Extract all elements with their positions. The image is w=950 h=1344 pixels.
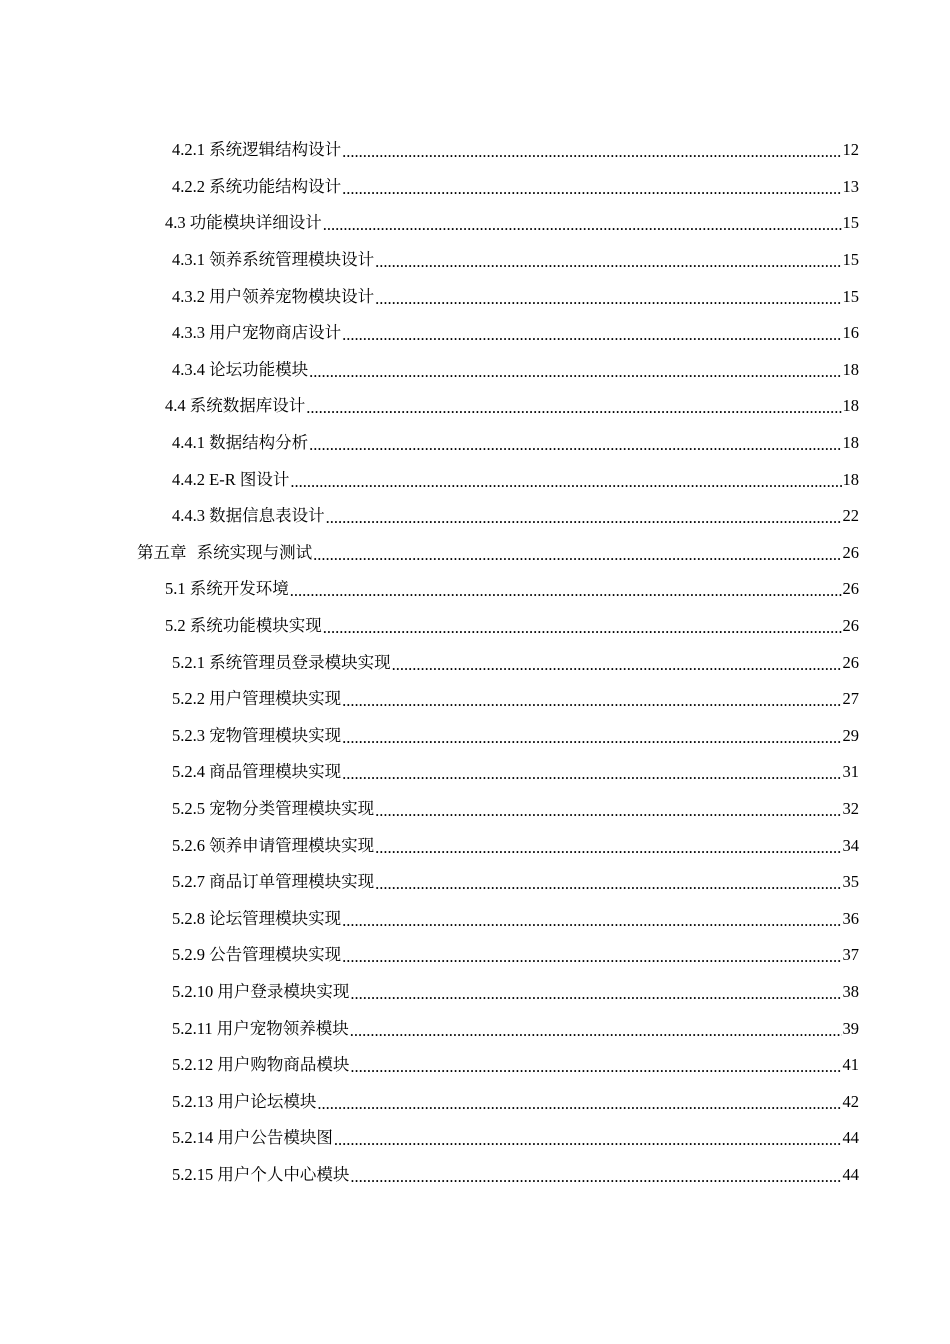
toc-dot-leader	[350, 1021, 842, 1041]
table-of-contents	[0, 132, 950, 1193]
toc-entry-title: 4.3.2 用户领养宠物模块设计	[172, 286, 375, 306]
toc-entry-title: 5.2.6 领养申请管理模块实现	[172, 835, 375, 855]
toc-page-number: 18	[842, 359, 859, 379]
toc-entry[interactable]	[0, 864, 950, 901]
toc-entry[interactable]	[0, 1120, 950, 1157]
toc-entry[interactable]	[0, 1047, 950, 1084]
toc-entry-title: 5.2.5 宠物分类管理模块实现	[172, 798, 375, 818]
toc-page-number: 22	[842, 506, 859, 526]
toc-page-number: 18	[842, 469, 859, 489]
toc-dot-leader	[342, 728, 841, 748]
toc-dot-leader	[309, 435, 841, 455]
toc-page-number: 44	[842, 1164, 859, 1184]
toc-dot-leader	[375, 252, 841, 272]
toc-dot-leader	[323, 618, 842, 638]
toc-page-number: 44	[842, 1128, 859, 1148]
toc-dot-leader	[342, 947, 841, 967]
toc-dot-leader	[342, 691, 841, 711]
toc-entry[interactable]	[0, 1157, 950, 1194]
toc-dot-leader	[290, 472, 841, 492]
toc-page-number: 18	[842, 396, 859, 416]
toc-entry[interactable]	[0, 937, 950, 974]
toc-entry[interactable]	[0, 974, 950, 1011]
toc-entry[interactable]	[0, 242, 950, 279]
toc-entry-title: 5.2.13 用户论坛模块	[172, 1091, 317, 1111]
toc-page-number: 26	[842, 652, 859, 672]
toc-page-number: 35	[842, 872, 859, 892]
toc-page-number: 42	[842, 1091, 859, 1111]
toc-page-number: 41	[842, 1055, 859, 1075]
toc-dot-leader	[290, 581, 842, 601]
toc-entry[interactable]	[0, 681, 950, 718]
toc-dot-leader	[392, 655, 842, 675]
toc-page-number: 15	[842, 250, 859, 270]
toc-entry-title: 4.4.1 数据结构分析	[172, 433, 309, 453]
toc-dot-leader	[350, 1057, 841, 1077]
toc-entry-title: 5.2.15 用户个人中心模块	[172, 1164, 350, 1184]
toc-entry-title: 4.4 系统数据库设计	[165, 396, 306, 416]
toc-entry[interactable]	[0, 132, 950, 169]
toc-entry[interactable]	[0, 169, 950, 206]
toc-dot-leader	[317, 1094, 841, 1114]
toc-dot-leader	[334, 1130, 842, 1150]
toc-entry-title: 5.2.11 用户宠物领养模块	[172, 1018, 349, 1038]
toc-entry-title: 5.2.3 宠物管理模块实现	[172, 725, 342, 745]
toc-page-number: 26	[842, 616, 859, 636]
toc-page-number: 12	[842, 140, 859, 160]
toc-entry-title: 5.2.1 系统管理员登录模块实现	[172, 652, 391, 672]
toc-entry[interactable]	[0, 608, 950, 645]
toc-dot-leader	[309, 362, 841, 382]
toc-entry[interactable]	[0, 1083, 950, 1120]
toc-entry[interactable]	[0, 754, 950, 791]
toc-entry[interactable]	[0, 644, 950, 681]
toc-page-number: 15	[842, 213, 859, 233]
toc-page-number: 37	[842, 945, 859, 965]
toc-entry-title: 5.2.2 用户管理模块实现	[172, 689, 342, 709]
toc-entry-title: 4.4.3 数据信息表设计	[172, 506, 325, 526]
toc-dot-leader	[342, 325, 841, 345]
toc-page-number: 26	[842, 579, 859, 599]
toc-entry[interactable]	[0, 461, 950, 498]
toc-entry-title: 4.3 功能模块详细设计	[165, 213, 322, 233]
toc-entry[interactable]	[0, 900, 950, 937]
toc-page-number: 18	[842, 433, 859, 453]
toc-entry[interactable]	[0, 388, 950, 425]
toc-entry-title: 4.3.3 用户宠物商店设计	[172, 323, 342, 343]
toc-entry[interactable]	[0, 1010, 950, 1047]
toc-dot-leader	[375, 801, 841, 821]
toc-entry-title: 5.2.4 商品管理模块实现	[172, 762, 342, 782]
toc-page-number: 31	[842, 762, 859, 782]
toc-entry[interactable]	[0, 791, 950, 828]
toc-entry[interactable]	[0, 571, 950, 608]
toc-page-number: 39	[842, 1018, 859, 1038]
toc-entry-title: 第五章 系统实现与测试	[137, 542, 313, 562]
toc-page-number: 38	[842, 981, 859, 1001]
toc-entry-title: 4.3.4 论坛功能模块	[172, 359, 309, 379]
toc-entry-title: 5.2.7 商品订单管理模块实现	[172, 872, 375, 892]
toc-entry-title: 4.3.1 领养系统管理模块设计	[172, 250, 375, 270]
toc-page-number: 29	[842, 725, 859, 745]
toc-page-number: 36	[842, 908, 859, 928]
toc-dot-leader	[306, 398, 841, 418]
toc-page-number: 32	[842, 798, 859, 818]
toc-entry-chapter[interactable]	[0, 535, 950, 572]
toc-page-number: 15	[842, 286, 859, 306]
toc-dot-leader	[326, 508, 842, 528]
toc-dot-leader	[350, 1167, 841, 1187]
toc-entry[interactable]	[0, 425, 950, 462]
toc-dot-leader	[375, 874, 841, 894]
toc-entry[interactable]	[0, 278, 950, 315]
toc-entry-title: 5.2.8 论坛管理模块实现	[172, 908, 342, 928]
toc-entry-title: 4.2.1 系统逻辑结构设计	[172, 140, 342, 160]
toc-entry-title: 5.2.14 用户公告模块图	[172, 1128, 333, 1148]
toc-dot-leader	[375, 289, 841, 309]
toc-page-number: 27	[842, 689, 859, 709]
toc-page-number: 16	[842, 323, 859, 343]
toc-dot-leader	[342, 142, 841, 162]
toc-page-number: 34	[842, 835, 859, 855]
toc-entry-title: 5.1 系统开发环境	[165, 579, 289, 599]
toc-entry[interactable]	[0, 205, 950, 242]
toc-entry-title: 5.2.9 公告管理模块实现	[172, 945, 342, 965]
toc-dot-leader	[342, 911, 841, 931]
toc-entry-title: 4.2.2 系统功能结构设计	[172, 176, 342, 196]
toc-page-number: 26	[842, 542, 859, 562]
toc-dot-leader	[323, 215, 842, 235]
toc-dot-leader	[375, 838, 841, 858]
toc-entry[interactable]	[0, 498, 950, 535]
toc-entry[interactable]	[0, 827, 950, 864]
toc-dot-leader	[350, 984, 841, 1004]
toc-page-number: 13	[842, 176, 859, 196]
toc-entry-title: 4.4.2 E-R 图设计	[172, 469, 290, 489]
toc-entry-title: 5.2.10 用户登录模块实现	[172, 981, 350, 1001]
toc-entry[interactable]	[0, 352, 950, 389]
toc-dot-leader	[313, 545, 841, 565]
toc-dot-leader	[342, 179, 841, 199]
toc-entry[interactable]	[0, 315, 950, 352]
toc-entry-title: 5.2.12 用户购物商品模块	[172, 1055, 350, 1075]
toc-entry[interactable]	[0, 718, 950, 755]
toc-dot-leader	[342, 764, 841, 784]
toc-entry-title: 5.2 系统功能模块实现	[165, 616, 322, 636]
